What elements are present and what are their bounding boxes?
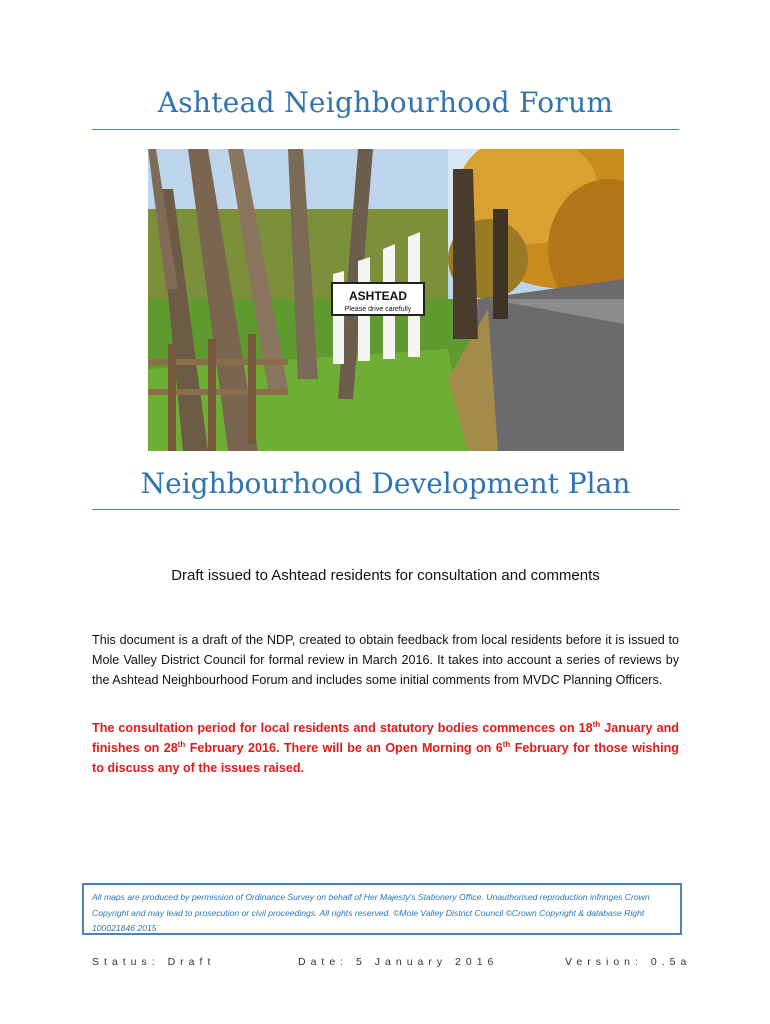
consultation-text-1: The consultation period for local residents and statutory bodies commences on 18 [92,721,593,735]
consultation-notice [92,718,679,778]
footer-date: Date: 5 January 2016 [298,956,499,968]
consultation-text-2: January and finishes on 28 [92,721,679,755]
lead-paragraph: Draft issued to Ashtead residents for consultation and comments [171,567,600,584]
sign-caption: Please drive carefully [344,306,412,313]
title-divider [92,129,679,130]
consultation-text-3: February 2016. There will be an Open Morning on 6 [185,741,503,755]
document-title: Ashtead Neighbourhood Forum [157,86,614,119]
ashtead-sign-photo [148,149,624,451]
copyright-notice-box [82,883,682,935]
ordinal-suffix-2: th [177,739,186,749]
copyright-notice-text: All maps are produced by permission of Ordinance Survey on behalf of Her Majesty's Stationery Office. Unauthorised reproduction infringes Crown Copyright and may lead to prosecution or civil proceedings. All rights reserved. ©Mole Valley District Council ©Crown Copyright & database Right 100021846 2015 [92,892,650,933]
sign-town-name: ASHTEAD [348,289,408,303]
consultation-text-4: February for those wishing to discuss any of the issues raised. [92,741,679,775]
ordinal-suffix-1: th [592,719,601,729]
footer-version: Version: 0.5a [565,956,692,968]
subtitle-divider [92,509,679,510]
cover-photo [148,149,624,451]
plan-title: Neighbourhood Development Plan [140,467,631,500]
footer-status: Status: Draft [92,956,216,968]
ordinal-suffix-3: th [502,739,511,749]
intro-paragraph: This document is a draft of the NDP, created to obtain feedback from local residents before it is issued to Mole Valley District Council for formal review in March 2016. It takes into account a series of reviews by the Ashtead Neighbourhood Forum and includes some initial comments from MVDC Planning Officers. [92,633,679,687]
